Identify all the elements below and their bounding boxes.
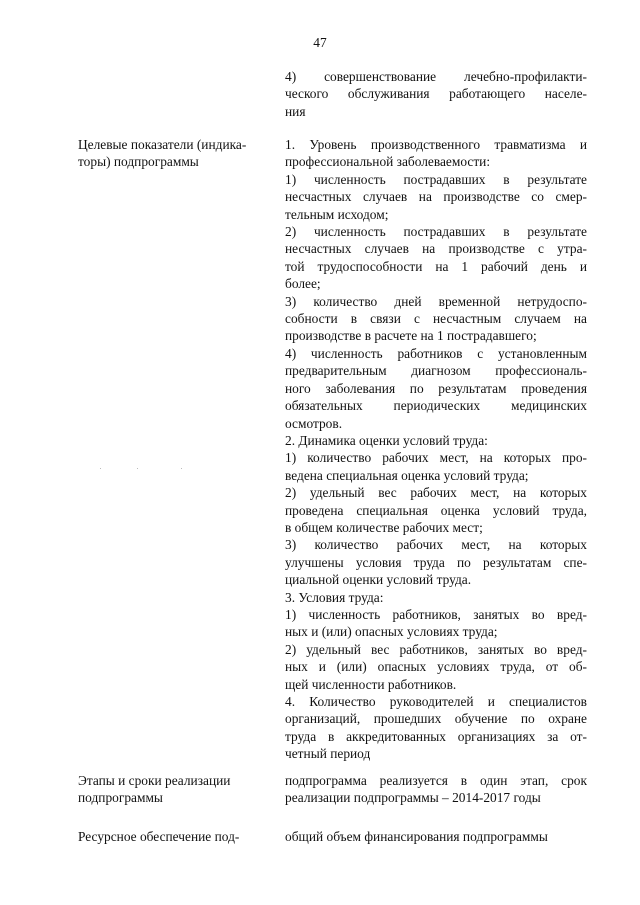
- value-line: ведена специальная оценка условий труда;: [285, 467, 529, 483]
- value-line: подпрограмма реализуется в один этап, срок: [285, 773, 587, 788]
- label-line: Целевые показатели (индика-: [78, 137, 247, 152]
- row-value-stages: [285, 772, 587, 807]
- value-line: более;: [285, 276, 321, 292]
- scan-mark: [137, 468, 138, 469]
- row-value-resources: [285, 828, 587, 845]
- scan-mark: [181, 468, 182, 469]
- label-line: подпрограммы: [78, 790, 163, 806]
- value-line: 1) численность пострадавших в результате: [285, 171, 587, 187]
- row-label-target-indicators: [78, 136, 270, 171]
- intro-line: 4) совершенствование лечебно-профилакти-: [285, 69, 587, 84]
- value-line: несчастных случаев на производстве со смер-: [285, 189, 587, 205]
- scan-mark: [100, 468, 101, 469]
- value-line: обязательных периодических медицинских: [285, 398, 587, 414]
- value-line: тельным исходом;: [285, 206, 389, 222]
- value-line: ных и (или) опасных условиях труда;: [285, 624, 498, 640]
- value-line: общий объем финансирования подпрограммы: [285, 829, 548, 844]
- row-value-target-indicators: [285, 136, 587, 763]
- intro-line: ния: [285, 103, 306, 119]
- value-line: несчастных случаев на производстве с утра-: [285, 241, 587, 257]
- value-line: 1) численность работников, занятых во вред-: [285, 606, 587, 622]
- value-line: ного заболевания по результатам проведения: [285, 380, 587, 396]
- value-line: 4. Количество руководителей и специалистов: [285, 694, 587, 709]
- value-line: циальной оценки условий труда.: [285, 572, 472, 588]
- value-line: 3. Условия труда:: [285, 589, 384, 605]
- value-line: реализации подпрограммы – 2014-2017 годы: [285, 790, 541, 806]
- intro-text: [285, 68, 587, 120]
- value-line: 1. Уровень производственного травматизма и: [285, 137, 587, 152]
- value-line: профессиональной заболеваемости:: [285, 154, 491, 170]
- row-label-stages: [78, 772, 270, 807]
- label-line: Этапы и сроки реализации: [78, 773, 231, 788]
- label-line: торы) подпрограммы: [78, 154, 199, 170]
- value-line: улучшены условия труда по результатам спе-: [285, 554, 587, 570]
- value-line: 2) удельный вес работников, занятых во вред-: [285, 641, 587, 657]
- label-line: Ресурсное обеспечение под-: [78, 829, 240, 844]
- value-line: ных и (или) опасных условиях труда, от об-: [285, 659, 587, 675]
- value-line: собности в связи с несчастным случаем на: [285, 311, 587, 327]
- value-line: труда в аккредитованных организациях за от-: [285, 728, 587, 744]
- value-line: 1) количество рабочих мест, на которых про-: [285, 450, 587, 466]
- value-line: проведена специальная оценка условий труда,: [285, 502, 587, 518]
- value-line: 3) количество рабочих мест, на которых: [285, 537, 587, 553]
- value-line: организаций, прошедших обучение по охране: [285, 711, 587, 727]
- value-line: 3) количество дней временной нетрудоспо-: [285, 293, 587, 309]
- value-line: четный период: [285, 746, 371, 762]
- value-line: щей численности работников.: [285, 676, 457, 692]
- intro-line: ческого обслуживания работающего населе-: [285, 86, 587, 102]
- value-line: 2. Динамика оценки условий труда:: [285, 432, 488, 448]
- page-number: 47: [313, 35, 327, 50]
- value-line: 2) удельный вес рабочих мест, на которых: [285, 485, 587, 501]
- value-line: 4) численность работников с установленным: [285, 345, 587, 361]
- value-line: осмотров.: [285, 415, 343, 431]
- value-line: производстве в расчете на 1 пострадавшего;: [285, 328, 537, 344]
- row-label-resources: [78, 828, 270, 845]
- value-line: в общем количестве рабочих мест;: [285, 519, 483, 535]
- value-line: той трудоспособности на 1 рабочий день и: [285, 258, 587, 274]
- value-line: предварительным диагнозом профессиональ-: [285, 363, 587, 379]
- value-line: 2) численность пострадавших в результате: [285, 224, 587, 240]
